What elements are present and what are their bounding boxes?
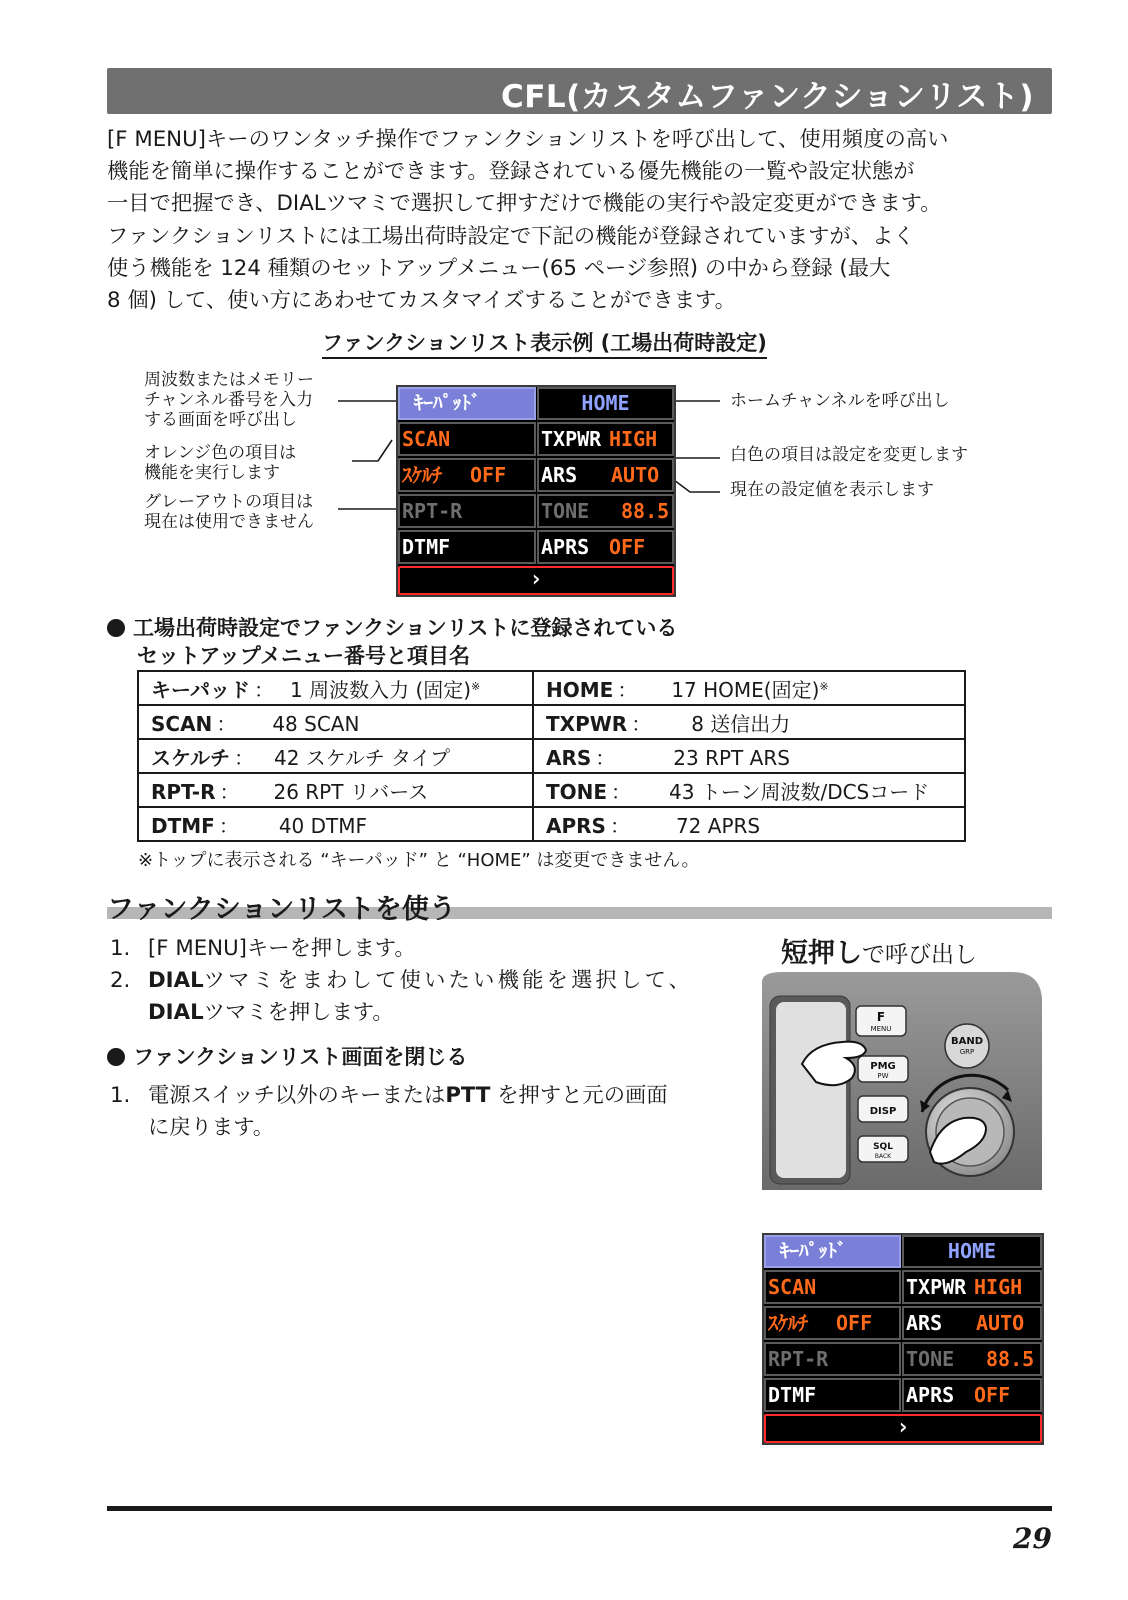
annotation-keypad: 周波数またはメモリー チャンネル番号を入力 する画面を呼び出し: [144, 370, 314, 430]
intro-line-5: 使う機能を 124 種類のセットアップメニュー(65 ページ参照) の中から登録 (最大: [107, 255, 891, 281]
lcd-aprs-item[interactable]: APRS OFF: [537, 530, 674, 564]
pmg-key-label: PMG: [870, 1061, 896, 1072]
intro-line-2: 機能を簡単に操作することができます。登録されている優先機能の一覧や設定状態が: [107, 159, 915, 185]
table-row: キーパッド ： 1 周波数入力 (固定)※ HOME ： 17 HOME(固定)※: [138, 671, 965, 705]
intro-line-6: 8 個) して、使い方にあわせてカスタマイズすることができます。: [107, 288, 736, 314]
page-title: CFL(カスタムファンクションリスト): [500, 79, 1034, 115]
lcd2-next-page-button[interactable]: [764, 1414, 1042, 1443]
table-footnote: ※トップに表示される “キーパッド” と “HOME” は変更できません。: [138, 850, 700, 871]
lcd-txpwr-item[interactable]: TXPWR HIGH: [537, 422, 674, 456]
table-row: SCAN ： 48 SCAN TXPWR ： 8 送信出力: [138, 705, 965, 739]
close-steps: [110, 1080, 668, 1144]
annotation-gray: グレーアウトの項目は 現在は使用できません: [144, 492, 314, 532]
lcd2-scan-item[interactable]: SCAN: [764, 1270, 901, 1304]
press-label: 短押しで呼び出し: [781, 938, 977, 969]
page-number: 29: [1013, 1522, 1052, 1555]
radio-front-panel-illustration: [762, 972, 1044, 1190]
close-step-1-continued: に戻ります。: [148, 1115, 275, 1140]
function-list-lcd-display: [762, 1233, 1044, 1445]
lcd2-keypad-item[interactable]: ｷｰﾊﾟｯﾄﾞ: [764, 1235, 901, 1268]
band-key-label: BAND: [950, 1036, 984, 1047]
lcd2-squelch-item[interactable]: ｽｹﾙﾁ OFF: [764, 1306, 901, 1340]
factory-menu-table: [137, 670, 966, 842]
lcd2-tone-item: TONE 88.5: [902, 1342, 1042, 1376]
table-row: RPT-R ： 26 RPT リバース TONE ： 43 トーン周波数/DCSコード: [138, 773, 965, 807]
lcd2-ars-item[interactable]: ARS AUTO: [902, 1306, 1042, 1340]
back-key-sublabel: BACK: [874, 1153, 892, 1160]
lcd-ars-item[interactable]: ARS AUTO: [537, 458, 674, 492]
pw-key-sublabel: PW: [877, 1072, 889, 1080]
lcd2-txpwr-item[interactable]: TXPWR HIGH: [902, 1270, 1042, 1304]
bullet-icon: [107, 1048, 125, 1066]
sql-key-label: SQL: [873, 1142, 893, 1152]
chevron-right-icon: ›: [529, 567, 543, 592]
lcd2-home-item[interactable]: HOME: [902, 1235, 1042, 1268]
function-list-lcd-example: [396, 385, 676, 597]
chevron-right-icon: ›: [896, 1415, 910, 1440]
lcd2-dtmf-item[interactable]: DTMF: [764, 1378, 901, 1412]
lcd-keypad-item[interactable]: ｷｰﾊﾟｯﾄﾞ: [398, 387, 536, 420]
annotation-home: ホームチャンネルを呼び出し: [730, 391, 950, 411]
lcd-home-item[interactable]: HOME: [537, 387, 674, 420]
f-menu-key-ref: [F MENU]: [107, 127, 206, 152]
section-heading-use: ファンクションリストを使う: [107, 894, 456, 925]
lcd2-aprs-item[interactable]: APRS OFF: [902, 1378, 1042, 1412]
disp-key-label: DISP: [869, 1106, 897, 1117]
bullet-icon: [107, 619, 125, 637]
lcd-rptr-item: RPT-R: [398, 494, 536, 528]
intro-line-3: 一目で把握でき、DIALツマミで選択して押すだけで機能の実行や設定変更ができます。: [107, 191, 942, 217]
annotation-value: 現在の設定値を表示します: [730, 480, 934, 500]
lcd-scan-item[interactable]: SCAN: [398, 422, 536, 456]
use-steps: [110, 933, 693, 1029]
f-key-label: F: [876, 1010, 886, 1024]
lcd-squelch-item[interactable]: ｽｹﾙﾁ OFF: [398, 458, 536, 492]
lcd-dtmf-item[interactable]: DTMF: [398, 530, 536, 564]
example-caption: ファンクションリスト表示例 (工場出荷時設定): [322, 330, 767, 359]
table-row: スケルチ ： 42 スケルチ タイプ ARS ： 23 RPT ARS: [138, 739, 965, 773]
close-heading: ファンクションリスト画面を閉じる: [107, 1043, 467, 1071]
step-1: 1. [F MENU]キーを押します。: [110, 936, 416, 961]
intro-line-1: [F MENU]キーのワンタッチ操作でファンクションリストを呼び出して、使用頻度の高い: [107, 127, 949, 152]
table-heading: 工場出荷時設定でファンクションリストに登録されている セットアップメニュー番号と項目名: [107, 614, 677, 670]
lcd2-rptr-item: RPT-R: [764, 1342, 901, 1376]
footer-rule: [107, 1506, 1052, 1511]
step-2-continued: DIALツマミを押します。: [148, 1000, 394, 1025]
lcd-tone-item: TONE 88.5: [537, 494, 674, 528]
annotation-orange: オレンジ色の項目は 機能を実行します: [144, 443, 297, 483]
annotation-white: 白色の項目は設定を変更します: [730, 445, 968, 465]
step-2: 2. DIALツマミをまわして使いたい機能を選択して、: [110, 968, 694, 993]
lcd-next-page-button[interactable]: [398, 566, 674, 595]
close-step-1: 1. 電源スイッチ以外のキーまたはPTT を押すと元の画面: [110, 1083, 668, 1108]
intro-line-4: ファンクションリストには工場出荷時設定で下記の機能が登録されていますが、よく: [107, 223, 915, 249]
grp-key-sublabel: GRP: [959, 1048, 975, 1056]
table-row: DTMF ： 40 DTMF APRS ： 72 APRS: [138, 807, 965, 841]
menu-key-sublabel: MENU: [870, 1025, 892, 1033]
